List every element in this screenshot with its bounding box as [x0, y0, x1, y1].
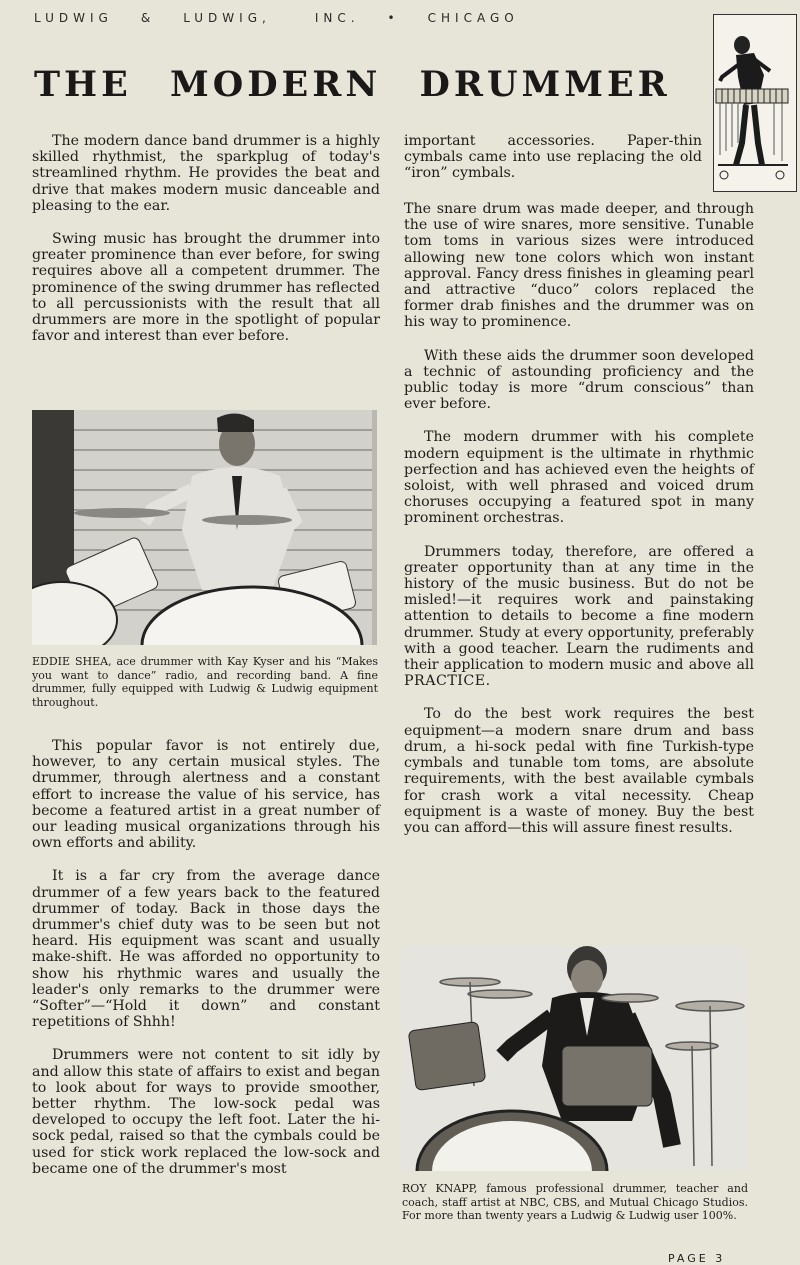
- left-column-bottom: [32, 738, 380, 1194]
- practice-paragraph: [404, 544, 754, 690]
- paragraph: The modern drummer with his complete modern equipment is the ultimate in rhythmic perfection and has achieved even the heights of soloist, with well phrased and voiced drum choruses occupying a featured spot in many prominent orchestras.: [404, 429, 754, 527]
- running-head-company-a: LUDWIG: [34, 11, 113, 25]
- page-number: PAGE 3: [668, 1252, 726, 1265]
- page-title: THE MODERN DRUMMER: [34, 64, 671, 105]
- paragraph: important accessories. Paper-thin cymbals came into use replacing the old “iron” cymbals.: [404, 133, 702, 182]
- right-column-narrow: [404, 133, 702, 199]
- marimba-player-illustration: [713, 14, 797, 192]
- running-head-company-b: LUDWIG,: [183, 11, 271, 25]
- running-head-bullet: •: [387, 11, 400, 25]
- paragraph: To do the best work requires the best equipment—a modern snare drum and bass drum, a hi-sock pedal with fine Turkish-type cymbals and tunable tom toms, are absolute requirements, with the best available cymbals for crash work a vital necessity. Cheap equipment is a waste of money. Buy the best you can afford—this will assure finest results.: [404, 706, 754, 836]
- paragraph: The snare drum was made deeper, and through the use of wire snares, more sensitive. Tunable tom toms in various sizes were introduced allowing new tone colors which won instant approval. Fancy dress finishes in gleaming pearl and attractive “duco” colors replaced the former drab finishes and the drummer was on his way to prominence.: [404, 201, 754, 331]
- eddie-shea-photo: [32, 410, 377, 645]
- paragraph: Drummers were not content to sit idly by and allow this state of affairs to exist and began to look about for ways to provide smoother, better rhythm. The low-sock pedal was developed to occupy the left foot. Later the hi-sock pedal, raised so that the cymbals could be used for stick work replaced the low-sock and became one of the drummer's most: [32, 1047, 380, 1177]
- paragraph: This popular favor is not entirely due, however, to any certain musical styles. The drummer, through alertness and a constant effort to increase the value of his service, has become a featured artist in a great number of our leading musical organizations through his own efforts and ability.: [32, 738, 380, 852]
- right-column: [404, 201, 754, 853]
- paragraph: With these aids the drummer soon developed a technic of astounding proficiency and the public today is more “drum conscious” than ever before.: [404, 347, 754, 413]
- running-head-inc: INC.: [314, 11, 360, 25]
- running-head-amp: &: [140, 11, 156, 25]
- paragraph: Swing music has brought the drummer into greater prominence than ever before, for swing requires above all a competent drummer. The prominence of the swing drummer has reflected to all percussionists with the result that all drummers are more in the spotlight of popular favor and interest than ever before.: [32, 231, 380, 345]
- practice-emphasis: PRACTICE.: [404, 673, 491, 690]
- practice-text: Drummers today, therefore, are offered a greater opportunity than at any time in the history of the music business. But do not be misled!—it requires work and painstaking attention to details to become a fine modern drummer. Study at every opportunity, preferably with a good teacher. Learn the rudiments and their application to modern music and above all: [404, 543, 754, 674]
- roy-knapp-caption: ROY KNAPP, famous professional drummer, teacher and coach, staff artist at NBC, CBS, and Mutual Chicago Studios. For more than twenty years a Ludwig & Ludwig user 100%.: [402, 1182, 748, 1222]
- paragraph: It is a far cry from the average dance drummer of a few years back to the featured drummer of today. Back in those days the drummer's chief duty was to be seen but not heard. His equipment was scant and usually make-shift. He was afforded no opportunity to show his rhythmic wares and usually the leader's only remarks to the drummer were “Softer”—“Hold it down” and constant repetitions of Shhh!: [32, 868, 380, 1031]
- eddie-shea-caption: EDDIE SHEA, ace drummer with Kay Kyser and his “Makes you want to dance” radio, and recording band. A fine drummer, fully equipped with Ludwig & Ludwig equipment throughout.: [32, 655, 378, 709]
- running-head: [34, 11, 519, 25]
- left-column-top: [32, 133, 380, 361]
- roy-knapp-photo: [402, 946, 748, 1171]
- running-head-city: CHICAGO: [427, 11, 519, 25]
- paragraph: The modern dance band drummer is a highly skilled rhythmist, the sparkplug of today's streamlined rhythm. He provides the beat and drive that makes modern music danceable and pleasing to the ear.: [32, 133, 380, 214]
